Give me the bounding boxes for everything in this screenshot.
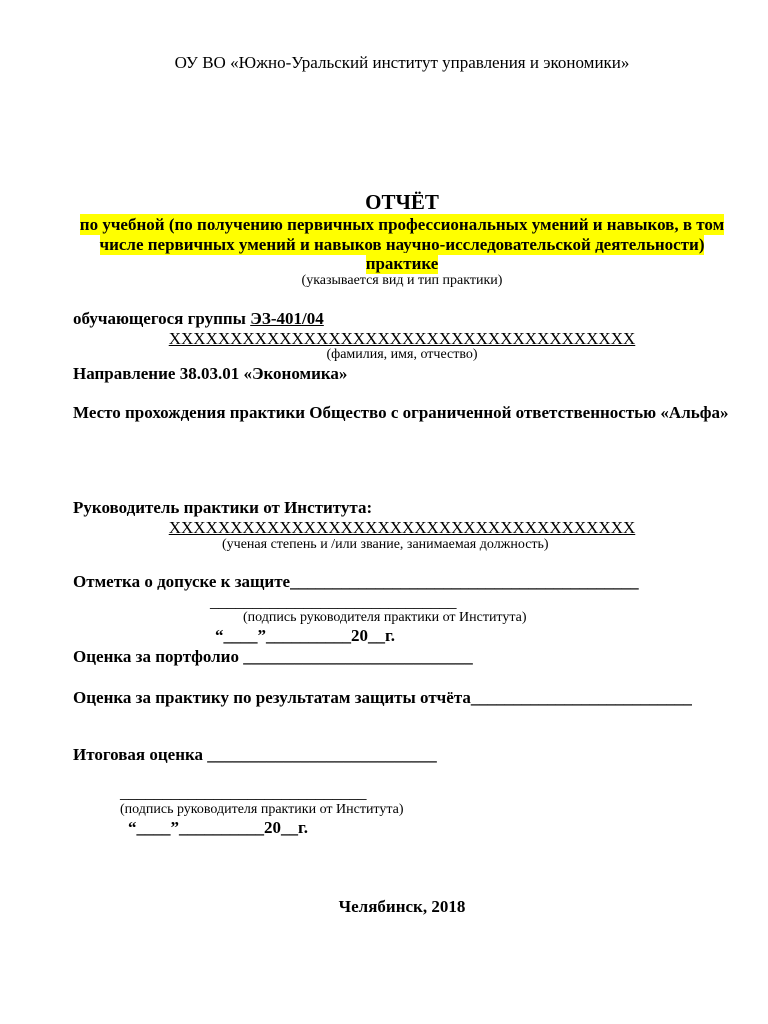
student-full-name-value: XXXXXXXXXXXXXXXXXXXXXXXXXXXXXXXXXXXXXX	[168, 329, 636, 348]
supervisor-name-value: XXXXXXXXXXXXXXXXXXXXXXXXXXXXXXXXXXXXXX	[168, 518, 636, 537]
student-full-name-hint: (фамилия, имя, отчество)	[326, 347, 478, 362]
institution-name: ОУ ВО «Южно-Уральский институт управления и экономики»	[174, 53, 630, 72]
practice-kind-hint: (указывается вид и тип практики)	[301, 273, 503, 288]
portfolio-grade-row	[73, 647, 473, 667]
practice-kind-line-3	[73, 254, 731, 274]
practice-kind-text-2: числе первичных умений и навыков научно-исследовательской деятельности)	[99, 234, 705, 254]
practice-kind-line-2	[73, 235, 731, 255]
direction-value: 38.03.01 «Экономика»	[179, 364, 348, 383]
admission-label: Отметка о допуске к защите	[73, 572, 291, 591]
final-grade-label: Итоговая оценка	[73, 745, 204, 764]
final-grade-blank: ___________________________	[207, 745, 437, 764]
practice-kind-text-3: практике	[365, 254, 439, 273]
final-grade-row	[73, 745, 437, 765]
supervisor-label: Руководитель практики от Института:	[73, 498, 373, 517]
portfolio-grade-label: Оценка за портфолио	[73, 647, 239, 666]
direction-label: Направление	[73, 364, 176, 383]
final-signature-line: _____________________________	[120, 783, 367, 802]
admission-blank: _________________________________________	[290, 572, 639, 591]
portfolio-grade-blank: ___________________________	[243, 647, 473, 666]
defense-grade-row	[73, 688, 692, 708]
practice-place-row	[73, 403, 728, 423]
practice-kind-text-1: по учебной (по получению первичных профессиональных умений и навыков, в том	[79, 215, 725, 234]
admission-signature-hint: (подпись руководителя практики от Института)	[243, 610, 527, 625]
student-group-row	[73, 309, 324, 329]
student-group-value: ЭЗ-401/04	[250, 309, 324, 328]
practice-place-value: Общество с ограниченной ответственностью «Альфа»	[309, 403, 729, 422]
direction-row	[73, 364, 347, 384]
final-signature-hint: (подпись руководителя практики от Института)	[120, 802, 404, 817]
student-group-label: обучающегося группы	[73, 309, 246, 328]
practice-place-label: Место прохождения практики	[73, 403, 306, 422]
defense-grade-label: Оценка за практику по результатам защиты отчёта	[73, 688, 471, 707]
city-year: Челябинск, 2018	[338, 897, 466, 916]
admission-signature-line: _____________________________	[210, 592, 457, 611]
admission-date: “____”__________20__г.	[215, 626, 396, 645]
final-signature-date: “____”__________20__г.	[128, 818, 309, 837]
defense-grade-blank: __________________________	[470, 688, 692, 707]
supervisor-name	[73, 518, 731, 538]
practice-kind-line-1	[73, 215, 731, 235]
report-title: ОТЧЁТ	[365, 190, 439, 214]
supervisor-name-hint: (ученая степень и /или звание, занимаемая должность)	[222, 537, 549, 552]
admission-row	[73, 572, 639, 592]
